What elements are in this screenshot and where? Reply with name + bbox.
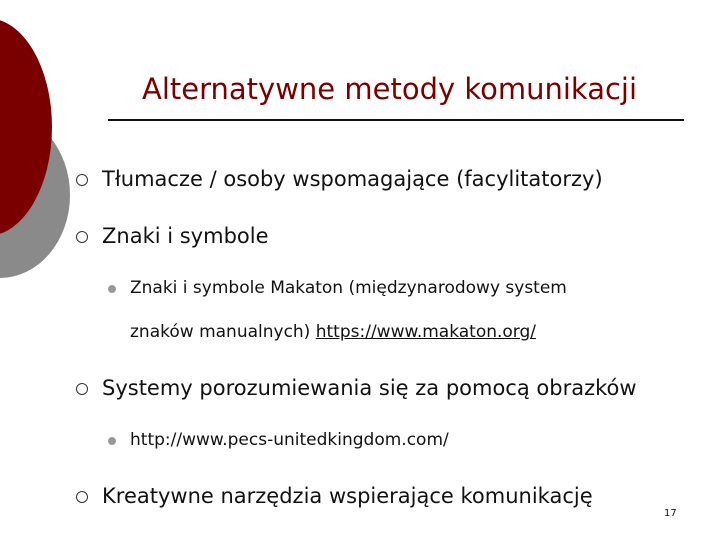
decorative-circles	[0, 0, 120, 300]
filled-dot-bullet-icon	[108, 285, 116, 293]
hollow-circle-bullet-icon	[76, 491, 88, 503]
hollow-circle-bullet-icon	[76, 383, 88, 395]
bullet-text: Systemy porozumiewania się za pomocą obrazków	[102, 376, 637, 400]
continuation-text: znaków manualnych)	[130, 322, 316, 342]
sub-bullet-text: Znaki i symbole Makaton (międzynarodowy system	[130, 278, 567, 298]
page-number: 17	[664, 508, 677, 519]
bullet-text: Kreatywne narzędzia wspierające komunikację	[102, 484, 593, 508]
sub-bullet-makaton-continuation	[130, 322, 536, 342]
hollow-circle-bullet-icon	[76, 231, 88, 243]
bullet-text: Znaki i symbole	[102, 224, 269, 248]
slide-title: Alternatywne metody komunikacji	[142, 72, 638, 106]
filled-dot-bullet-icon	[108, 437, 116, 445]
title-underline	[108, 119, 684, 121]
pecs-link[interactable]: http://www.pecs-unitedkingdom.com/	[130, 430, 449, 450]
bullet-text: Tłumacze / osoby wspomagające (facylitatorzy)	[102, 167, 603, 191]
makaton-link[interactable]: https://www.makaton.org/	[315, 322, 537, 342]
hollow-circle-bullet-icon	[76, 174, 88, 186]
